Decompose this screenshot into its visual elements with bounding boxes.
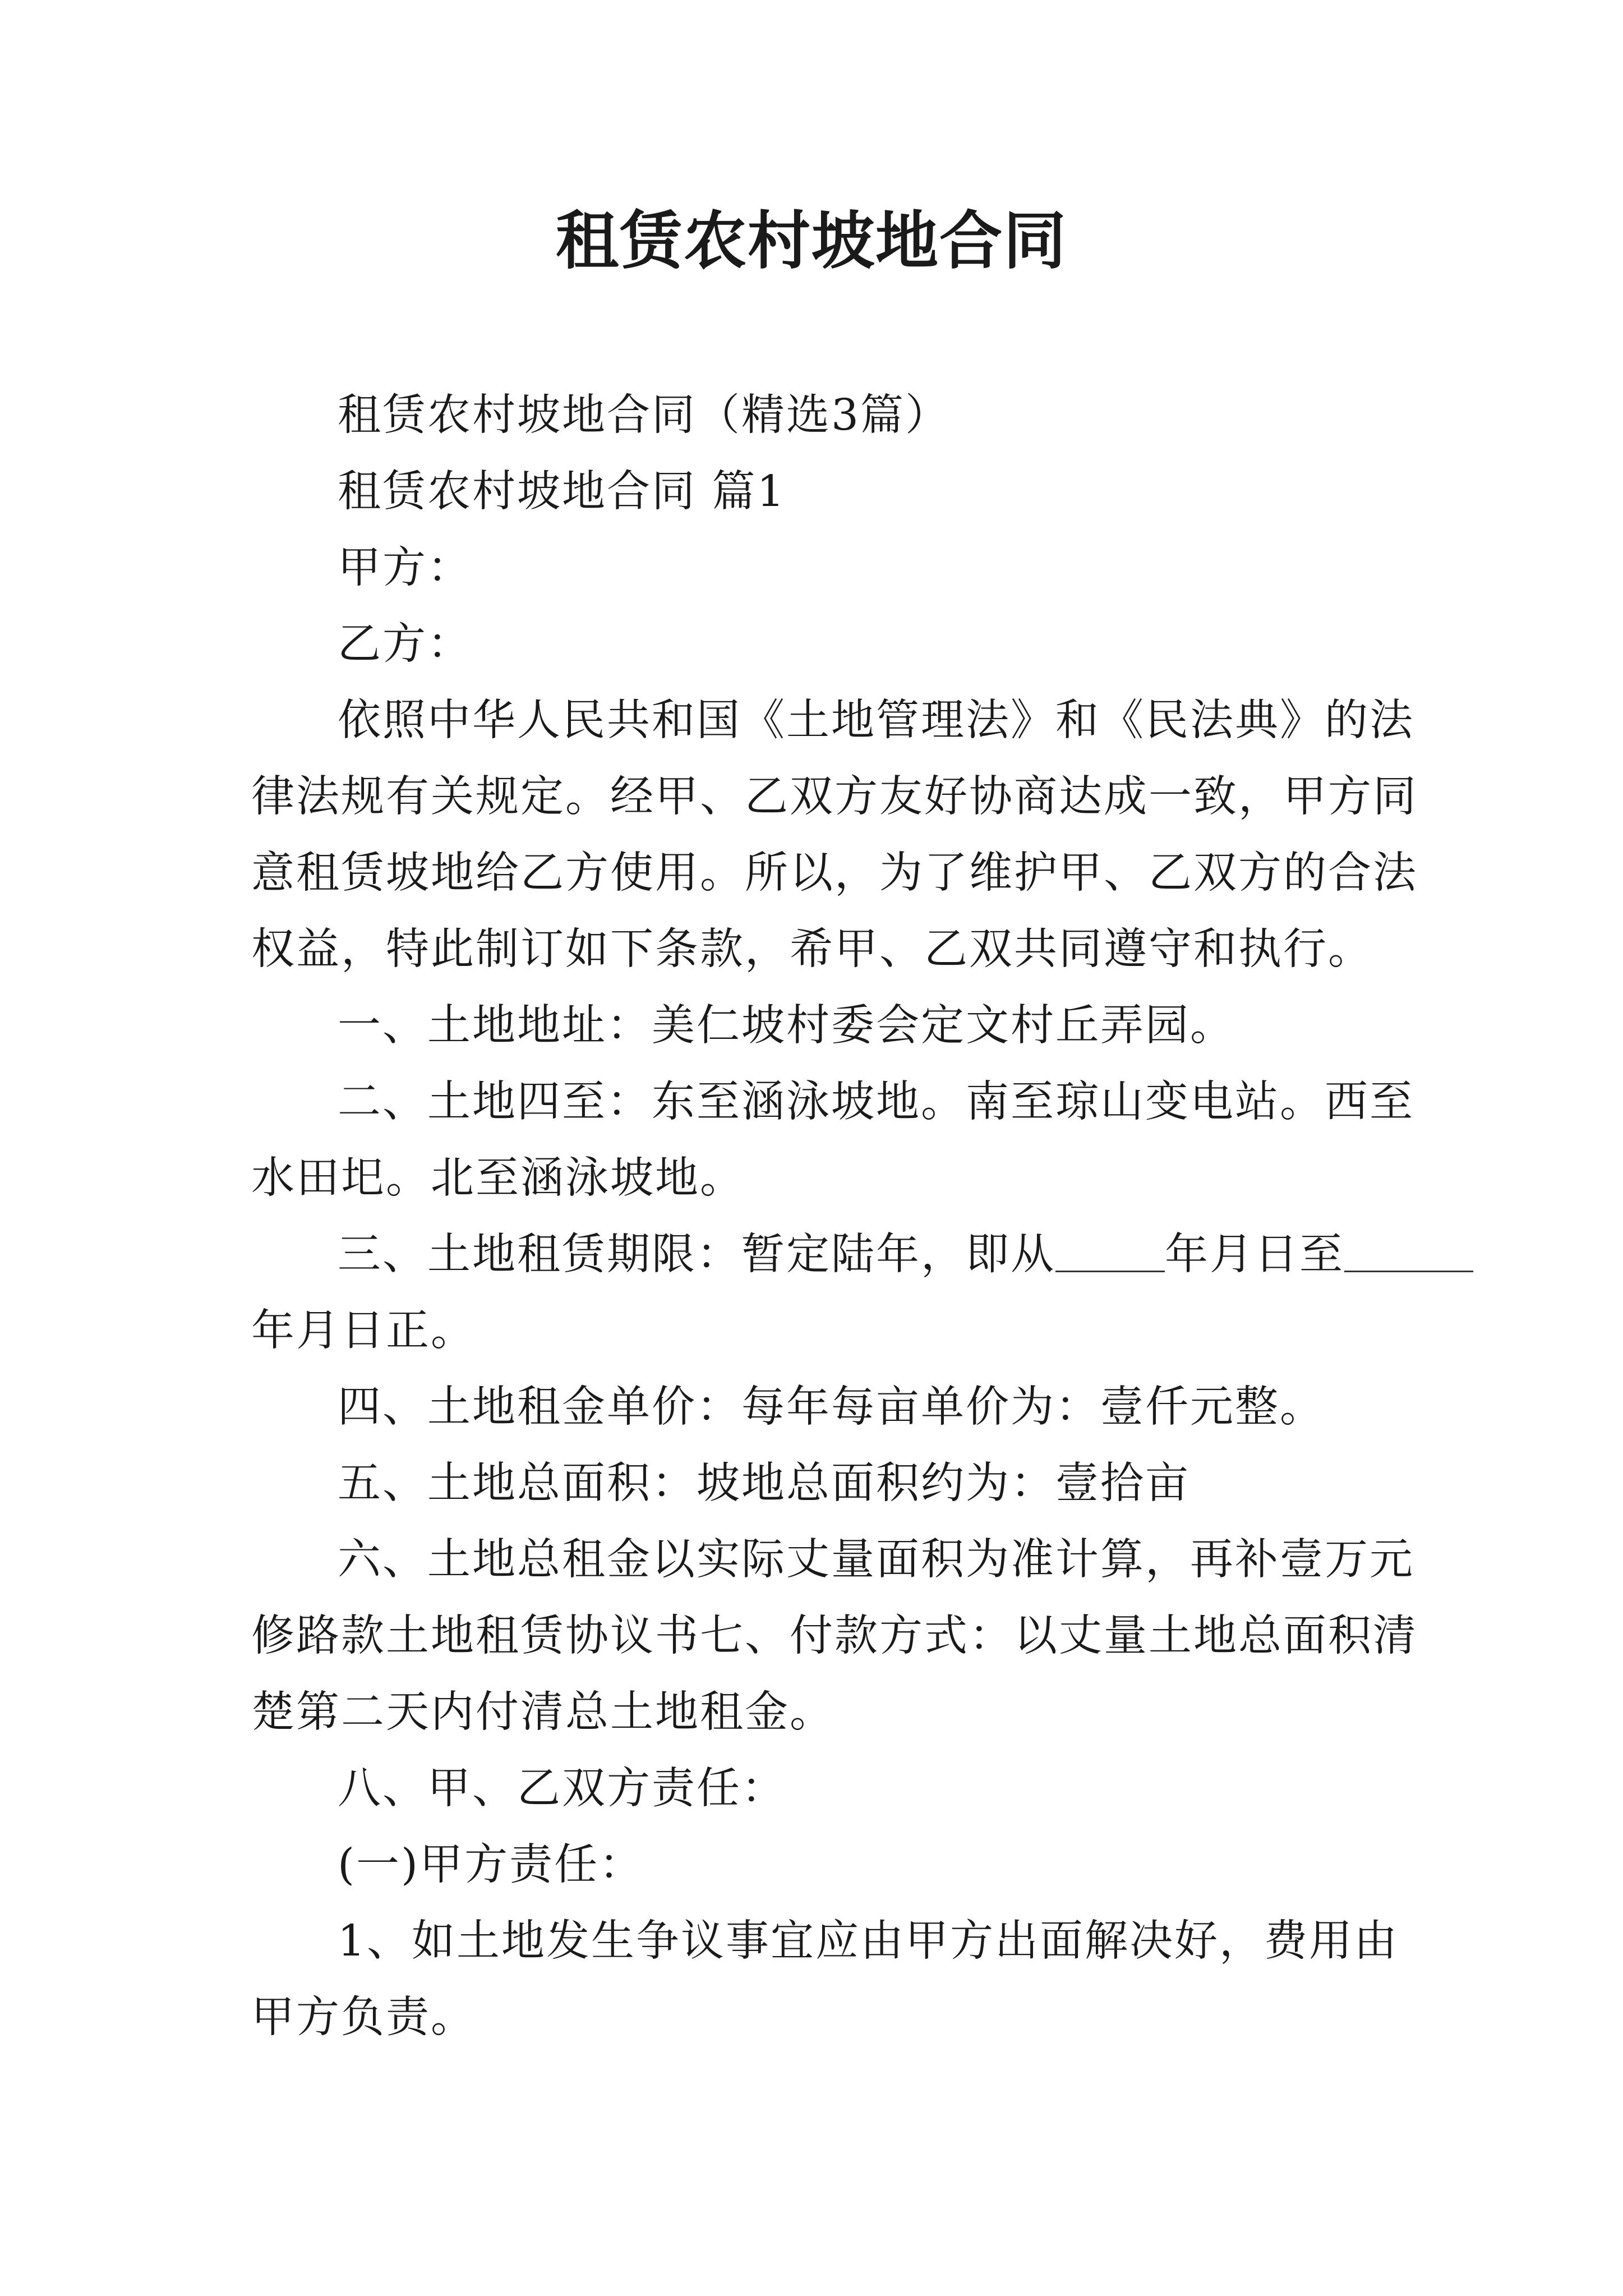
subtitle: 租赁农村坡地合同（精选3篇） — [338, 390, 950, 440]
clause-8-item-1-line-1: 1、如土地发生争议事宜应由甲方出面解决好，费用由 — [338, 1916, 1399, 1966]
clause-5-total-area: 五、土地总面积：坡地总面积约为：壹拾亩 — [338, 1458, 1190, 1508]
clause-2-boundaries-line-1: 二、土地四至：东至涵泳坡地。南至琼山变电站。西至 — [338, 1077, 1414, 1127]
party-a-label: 甲方： — [338, 543, 472, 593]
end-date-blank — [1344, 1217, 1473, 1272]
clause-3-lease-term-line-2: 年月日正。 — [251, 1306, 476, 1356]
intro-line-1: 依照中华人民共和国《土地管理法》和《民法典》的法 — [338, 696, 1414, 746]
party-b-label: 乙方： — [338, 619, 472, 669]
section-heading: 租赁农村坡地合同 篇1 — [338, 467, 786, 517]
clause-2-boundaries-line-2: 水田圯。北至涵泳坡地。 — [251, 1153, 745, 1203]
clause-8-responsibilities: 八、甲、乙双方责任： — [338, 1764, 786, 1814]
clause-8-item-1-line-2: 甲方负责。 — [251, 1993, 476, 2042]
clause-6-total-rent-line-3: 楚第二天内付清总土地租金。 — [251, 1687, 834, 1737]
clause-6-total-rent-line-2: 修路款土地租赁协议书七、付款方式：以丈量土地总面积清 — [251, 1611, 1418, 1661]
document-title: 租赁农村坡地合同 — [556, 204, 1067, 278]
clause-3-part-1: 三、土地租赁期限：暂定陆年，即从 — [338, 1230, 1055, 1280]
clause-1-land-address: 一、土地地址：美仁坡村委会定文村丘弄园。 — [338, 1001, 1235, 1051]
start-date-blank — [1055, 1217, 1165, 1272]
intro-line-4: 权益，特此制订如下条款，希甲、乙双共同遵守和执行。 — [251, 924, 1373, 974]
clause-3-part-2: 年月日至 — [1165, 1230, 1344, 1280]
document-body — [251, 378, 1418, 2056]
clause-4-unit-rent: 四、土地租金单价：每年每亩单价为：壹仟元整。 — [338, 1382, 1325, 1432]
intro-line-2: 律法规有关规定。经甲、乙双方友好协商达成一致，甲方同 — [251, 772, 1418, 822]
clause-6-total-rent-line-1: 六、土地总租金以实际丈量面积为准计算，再补壹万元 — [338, 1535, 1414, 1585]
intro-line-3: 意租赁坡地给乙方使用。所以，为了维护甲、乙双方的合法 — [251, 848, 1418, 898]
clause-3-lease-term — [251, 1217, 1384, 1293]
clause-8-party-a-responsibility: (一)甲方责任： — [338, 1840, 644, 1890]
